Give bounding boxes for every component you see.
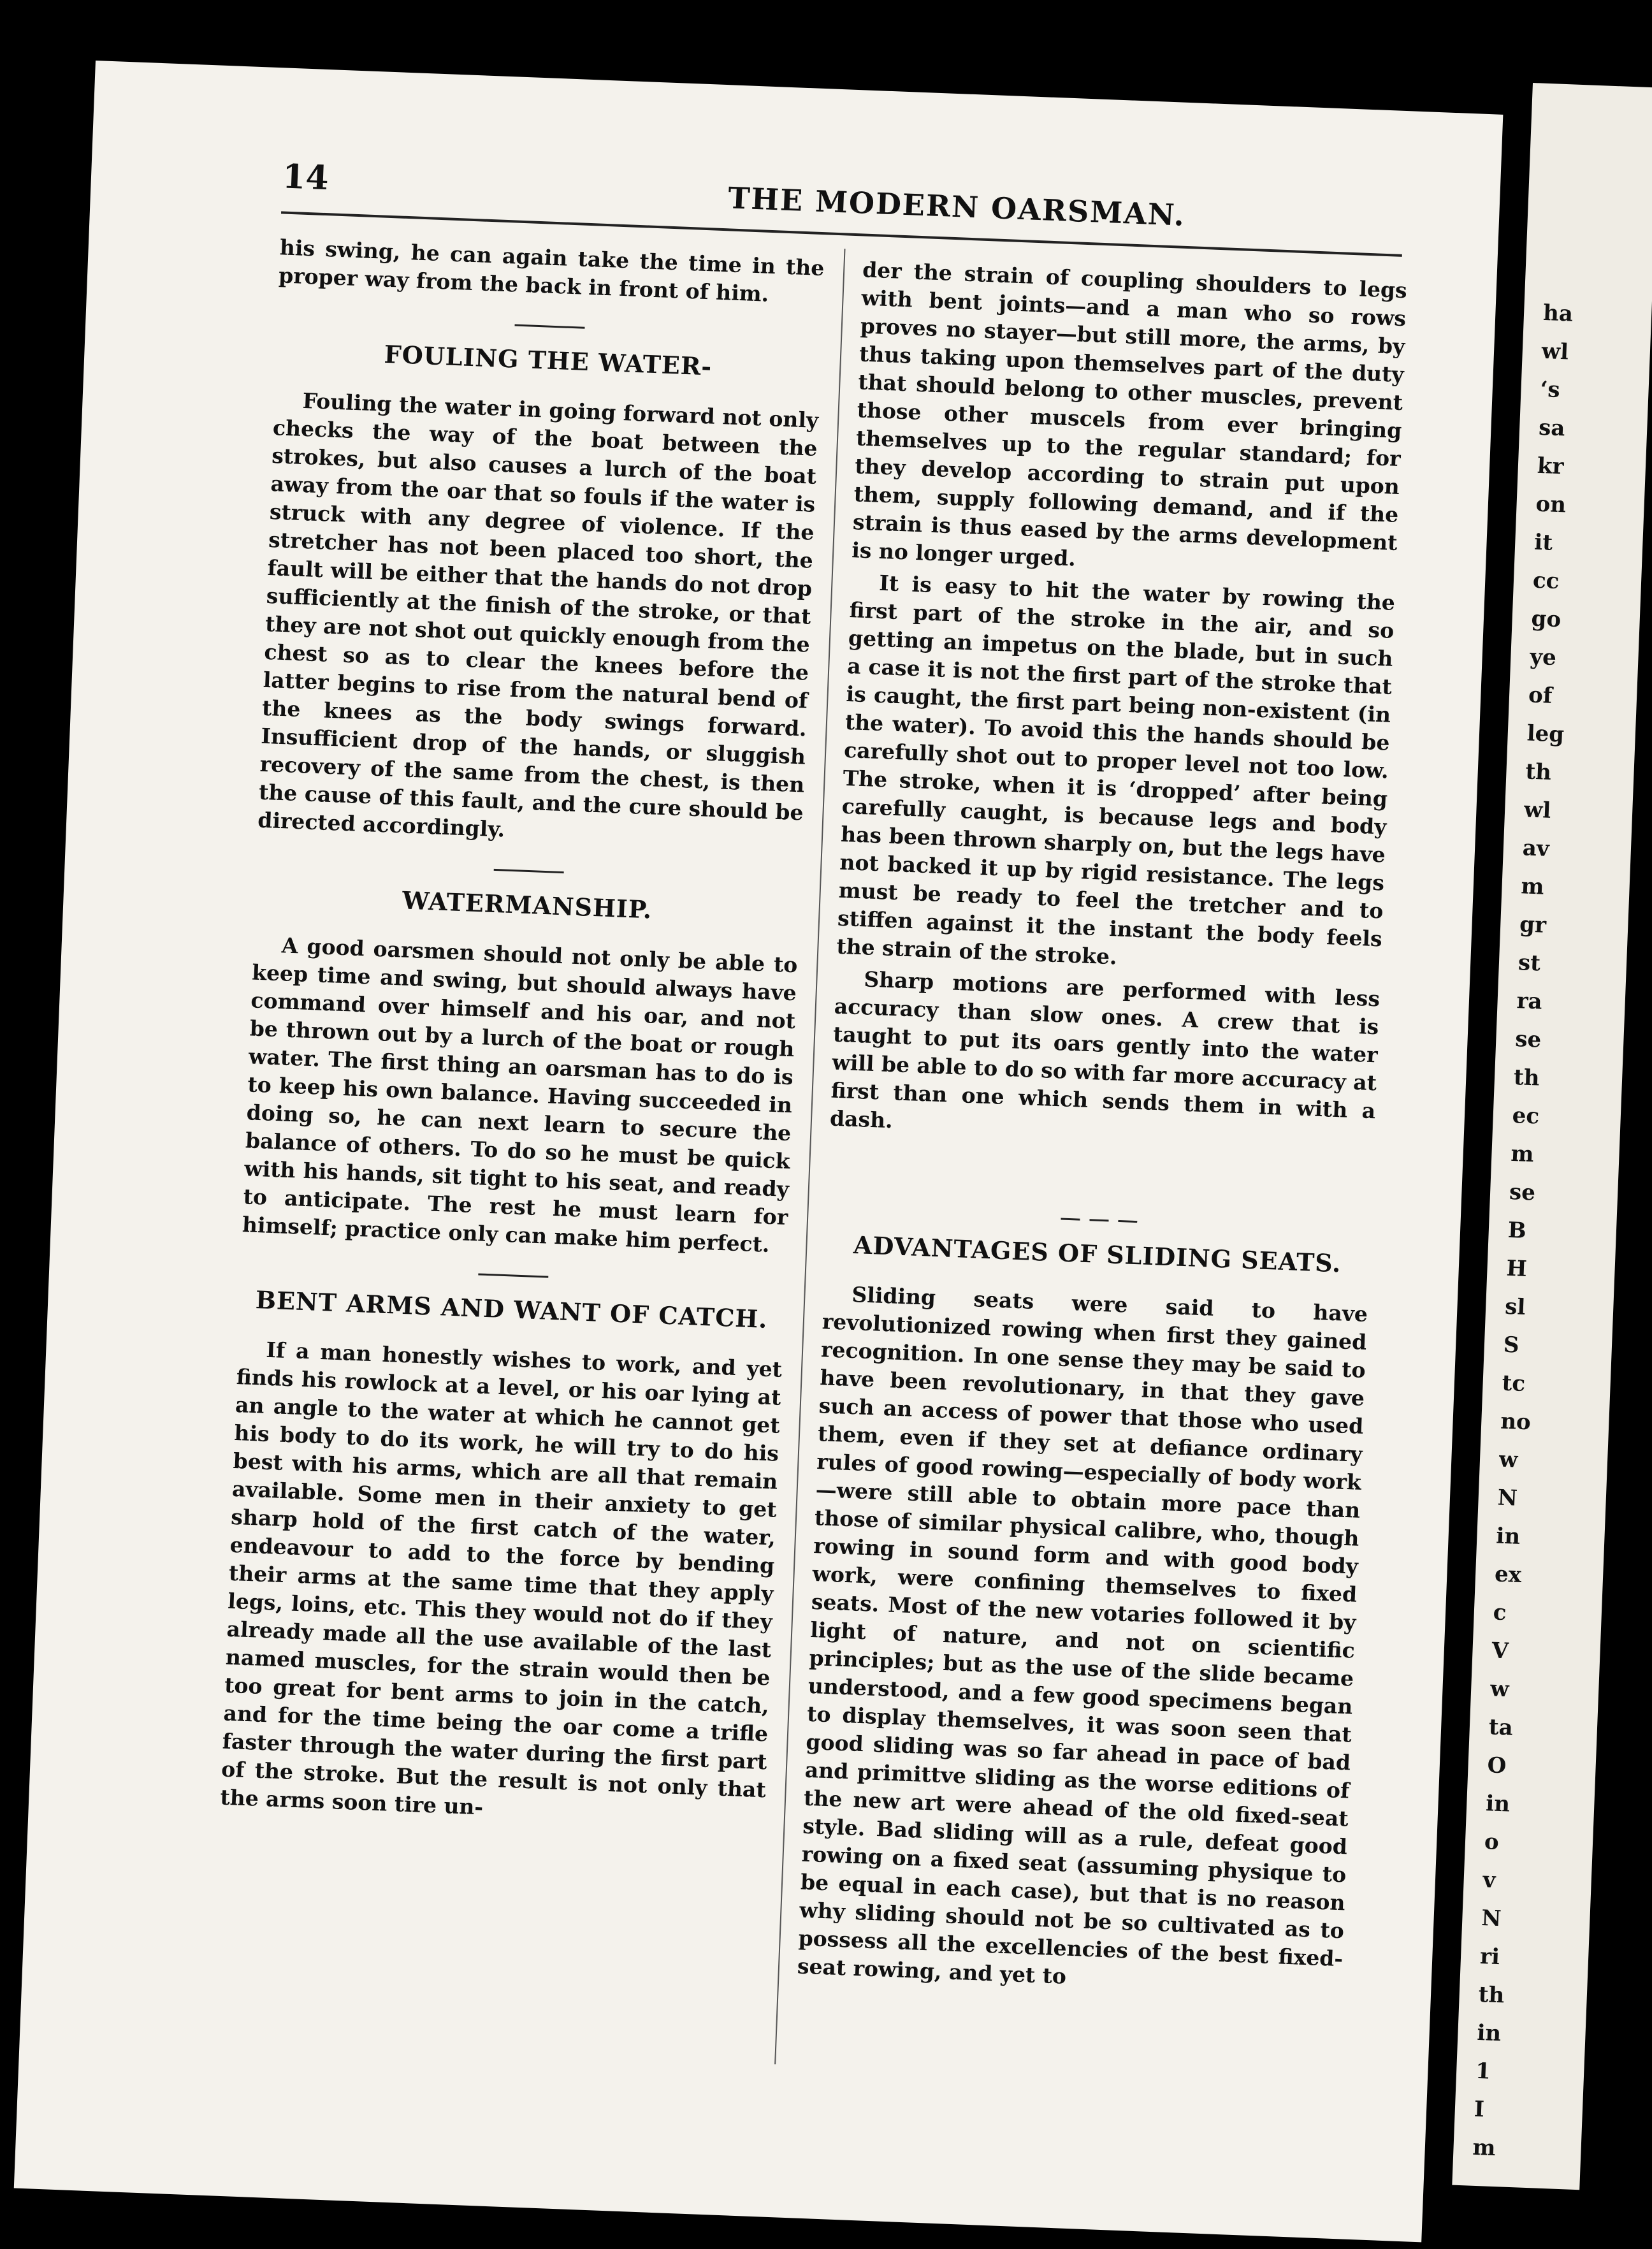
section-separator xyxy=(514,324,584,329)
right-intro-paragraph: der the strain of coupling shoulders to legs with bent joints—and a man who so rows proves no stayer—but still more, the arms, by thus taking upon themselves part of the duty that should belong to other muscles, prevent those other muscels from ever bringing themselves up to the regular standard; for they develop according to strain put upon them, supply following demand, and if the strain is thus eased by the arms development is no longer urged. xyxy=(851,257,1408,571)
facing-page-fragment: ta xyxy=(1488,1714,1514,1741)
section-heading-sliding-seats: ADVANTAGES OF SLIDING SEATS. xyxy=(853,1230,1342,1278)
facing-page-fragment: of xyxy=(1528,682,1553,709)
facing-page-fragment: cc xyxy=(1532,567,1560,595)
facing-page-fragment: th xyxy=(1513,1065,1540,1091)
facing-page-fragment: S xyxy=(1503,1332,1520,1358)
facing-page-fragment: m xyxy=(1472,2134,1496,2162)
facing-page-fragment: ra xyxy=(1516,988,1543,1015)
facing-page-fragment: kr xyxy=(1537,453,1565,480)
facing-page-fragment: ha xyxy=(1542,300,1574,327)
facing-page-fragment: no xyxy=(1500,1408,1532,1436)
running-title: THE MODERN OARSMAN. xyxy=(727,180,1186,233)
facing-page-fragment: ec xyxy=(1512,1102,1540,1130)
facing-page-fragment: leg xyxy=(1526,720,1565,748)
facing-page-fragment: N xyxy=(1496,1485,1518,1511)
facing-page-fragment: wl xyxy=(1523,797,1552,824)
section-separator xyxy=(493,869,563,873)
facing-page-fragment: w xyxy=(1498,1446,1519,1473)
facing-page-fragment: ri xyxy=(1479,1943,1500,1970)
facing-page-fragment: st xyxy=(1518,950,1541,977)
facing-page-fragment: B xyxy=(1507,1217,1527,1244)
facing-page-fragment: on xyxy=(1535,491,1567,518)
page-number: 14 xyxy=(282,157,330,198)
paragraph-watermanship: A good oarsmen should not only be able to keep time and swing, but should always have command over himself and his oar, and not be thrown out by a lurch of the boat or rough water. The first thing an oarsman has to do is to keep his own balance. Having succeeded in doing so, he can next learn to secure the balance of others. To do so he must be quick with his hands, sit tight to his seat, and ready to anticipate. The rest he must learn for himself; practice only can make him perfect. xyxy=(242,933,799,1257)
facing-page-fragment: it xyxy=(1533,529,1553,556)
facing-page-fragment: gr xyxy=(1519,912,1547,938)
facing-page-fragment: m xyxy=(1520,873,1545,900)
facing-page-fragment: v xyxy=(1482,1867,1496,1893)
left-column xyxy=(219,233,825,1836)
right-column xyxy=(797,256,1408,2005)
paragraph-sliding-seats: Sliding seats were said to have revolutionized rowing when first they gained recognition. In one sense they may be said to have been revolutionary, in that they gave such an access of power that those who used them, even if they set at defiance ordinary rules of good rowing—especially of body work—were still able to obtain more pace than those of similar physical calibre, who, though rowing in sound form and with good body work, were confining themselves to fixed seats. Most of the new votaries followed it by light of nature, and not on scientific principles; but as the use of the slide became understood, and a few good specimens began to display themselves, it was soon seen that good sliding was so far ahead in pace of bad and primittve sliding as the worse editions of the new art were ahead of the old fixed-seat style. Bad sliding will as a rule, defeat good rowing on a fixed seat (assuming physique to be equal in each case), but that is no reason why sliding should not be so cultivated as to possess all the excellencies of the best fixed-seat rowing, and yet to xyxy=(797,1281,1368,1989)
facing-page-fragment: tc xyxy=(1501,1370,1526,1397)
book-page xyxy=(14,61,1503,2242)
paragraph-fouling: Fouling the water in going forward not only checks the way of the boat between the strokes, but also causes a lurch of the boat away from the oar that so fouls if the water is struck with any degree of violence. If the stretcher has not been placed too short, the fault will be either that the hands do not drop sufficiently at the finish of the stroke, or that they are not shot out quickly enough from the chest so as to clear the knees before the latter begins to rise from the natural bend of the knees as the body swings forward. Insufficient drop of the hands, or sluggish recovery of the same from the chest, is then the cause of this fault, and the cure should be directed accordingly. xyxy=(257,388,819,842)
facing-page-fragment: go xyxy=(1530,606,1561,633)
facing-page-fragment: O xyxy=(1486,1752,1507,1779)
section-separator xyxy=(1061,1218,1137,1223)
facing-page-fragment: sl xyxy=(1504,1293,1526,1320)
facing-page-fragment: ex xyxy=(1494,1561,1522,1589)
facing-page-fragment: 1 xyxy=(1475,2058,1491,2085)
facing-page-fragment: av xyxy=(1522,835,1550,862)
section-separator xyxy=(478,1273,548,1277)
facing-page-fragment: ye xyxy=(1529,644,1557,671)
facing-page-fragment: wl xyxy=(1541,338,1569,365)
facing-page-fragment: m xyxy=(1510,1140,1535,1168)
facing-page-fragment: H xyxy=(1505,1255,1528,1282)
facing-page-fragment: ‘s xyxy=(1539,376,1561,403)
facing-page-fragment: o xyxy=(1484,1829,1500,1855)
facing-page-fragment: th xyxy=(1525,759,1552,785)
facing-page-fragment: N xyxy=(1481,1905,1502,1932)
facing-page-fragment: w xyxy=(1489,1676,1510,1703)
facing-page-fragment: sa xyxy=(1538,414,1566,442)
facing-page-fragment: se xyxy=(1509,1179,1536,1206)
facing-page-fragment: c xyxy=(1493,1599,1507,1626)
left-intro-paragraph: his swing, he can again take the time in the proper way from the back in front of him. xyxy=(278,235,825,307)
paragraph-bent-arms: If a man honestly wishes to work, and yet finds his rowlock at a level, or his oar lying at an angle to the water at which he cannot get his body to do its work, he will try to do his best with his arms, which are all that remain available. Some men in their anxiety to get sharp hold of the first catch of the water, endeavour to add to the force by bending their arms at the same time that they apply legs, loins, etc. This they would not do if they already made all the use available of the last named muscles, for the strain would then be too great for bent arms to join in the catch, and for the time being the oar come a trifle faster through the water during the first part of the stroke. But the result is not only that the arms soon tire un- xyxy=(219,1337,783,1820)
facing-page-fragment: in xyxy=(1495,1523,1521,1550)
section-heading-bent-arms: BENT ARMS AND WANT OF CATCH. xyxy=(255,1285,769,1334)
facing-page-fragment: in xyxy=(1485,1791,1511,1817)
section-heading-watermanship: WATERMANSHIP. xyxy=(402,885,653,924)
facing-page-fragment: th xyxy=(1478,1981,1505,2009)
paragraph-sharp-motions: Sharp motions are performed with less accuracy than slow ones. A crew that is taught to put its oars gently into the water will be able to do so with far more accuracy at first than one which sends them in with a dash. xyxy=(829,966,1380,1133)
facing-page-fragment: I xyxy=(1474,2096,1485,2123)
facing-page-fragment: V xyxy=(1491,1638,1509,1664)
section-heading-fouling: FOULING THE WATER- xyxy=(383,339,713,381)
facing-page-fragment: se xyxy=(1514,1026,1542,1053)
paragraph-hit-water: It is easy to hit the water by rowing the first part of the stroke in the air, and so getting an impetus on the blade, but in such a case it is not the first part of the stroke that is caught, the first part being non-existent (in the water). To avoid this the hands should be carefully shot out to proper level not too low. The stroke, when it is ‘dropped’ after being carefully caught, is because legs and body has been thrown sharply on, but the legs have not backed it up by rigid resistance. The legs must be ready to feel the tretcher and to stiffen against it the instant the body feels the strain of the stroke. xyxy=(836,570,1396,970)
facing-page-fragment: in xyxy=(1476,2020,1502,2047)
